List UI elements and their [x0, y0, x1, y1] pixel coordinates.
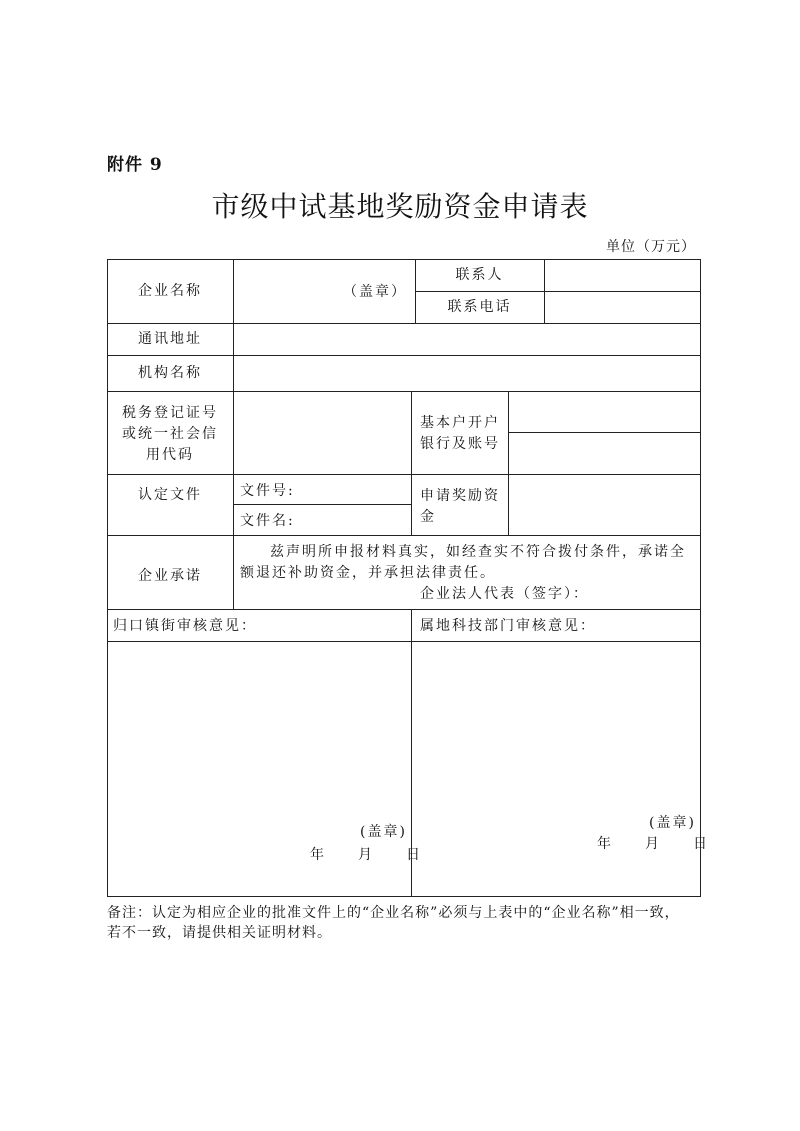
seal-hint: （盖章）: [343, 284, 407, 300]
table-border-right: [700, 259, 701, 897]
reward-label-line1: 申请奖励资: [420, 488, 500, 504]
dept-review-label: 属地科技部门审核意见：: [420, 618, 596, 634]
phone-field[interactable]: [545, 292, 699, 322]
bank-account-field[interactable]: [509, 433, 699, 473]
reward-amount-field[interactable]: [509, 475, 699, 534]
bank-label-line1: 基本户开户: [420, 415, 500, 431]
contact-field[interactable]: [545, 260, 699, 290]
file-name-field[interactable]: [300, 505, 410, 534]
page-title: 市级中试基地奖励资金申请表: [211, 190, 589, 223]
address-field[interactable]: [234, 324, 699, 354]
tax-label-line2: 或统一社会信: [122, 426, 218, 442]
row-divider: [107, 609, 700, 610]
bank-label-line2: 银行及账号: [420, 436, 500, 452]
dept-review-date: 年 月 日: [597, 836, 709, 852]
tax-label-line1: 税务登记证号: [122, 405, 218, 421]
row-divider: [107, 535, 700, 536]
dept-review-seal: (盖章): [649, 815, 696, 831]
town-review-label: 归口镇街审核意见：: [113, 618, 257, 634]
cert-label: 认定文件: [138, 487, 202, 503]
commitment-text-line2: 额退还补助资金，并承担法律责任。: [240, 565, 496, 581]
phone-label: 联系电话: [447, 299, 512, 315]
contact-label: 联系人: [455, 267, 504, 283]
commitment-label: 企业承诺: [138, 568, 202, 584]
commitment-text-line1: 兹声明所申报材料真实，如经查实不符合拨付条件，承诺全: [270, 544, 686, 560]
institution-field[interactable]: [234, 356, 699, 390]
note-line-2: 若不一致，请提供相关证明材料。: [107, 925, 332, 941]
legal-rep-signature-label: 企业法人代表（签字）：: [420, 586, 589, 602]
file-no-field[interactable]: [300, 475, 410, 503]
column-divider: [411, 391, 412, 535]
town-review-date: 年 月 日: [310, 847, 422, 863]
note-line-1: 备注：认定为相应企业的批准文件上的“企业名称”必须与上表中的“企业名称”相一致，: [107, 905, 680, 921]
institution-label: 机构名称: [138, 365, 202, 381]
company-name-field[interactable]: [234, 260, 414, 322]
company-name-label: 企业名称: [138, 283, 202, 299]
tax-code-field[interactable]: [234, 392, 410, 473]
bank-name-field[interactable]: [509, 392, 699, 431]
file-no-label: 文件号:: [240, 483, 295, 499]
attachment-label: 附件 9: [107, 155, 163, 175]
address-label: 通讯地址: [138, 331, 202, 347]
tax-label-line3: 用代码: [146, 447, 194, 463]
town-review-seal: (盖章): [360, 824, 407, 840]
reward-label-line2: 金: [420, 509, 436, 525]
unit-label: 单位（万元）: [606, 239, 696, 255]
table-border-bottom: [107, 896, 700, 897]
dept-review-field[interactable]: [412, 642, 699, 895]
file-name-label: 文件名:: [240, 513, 295, 529]
